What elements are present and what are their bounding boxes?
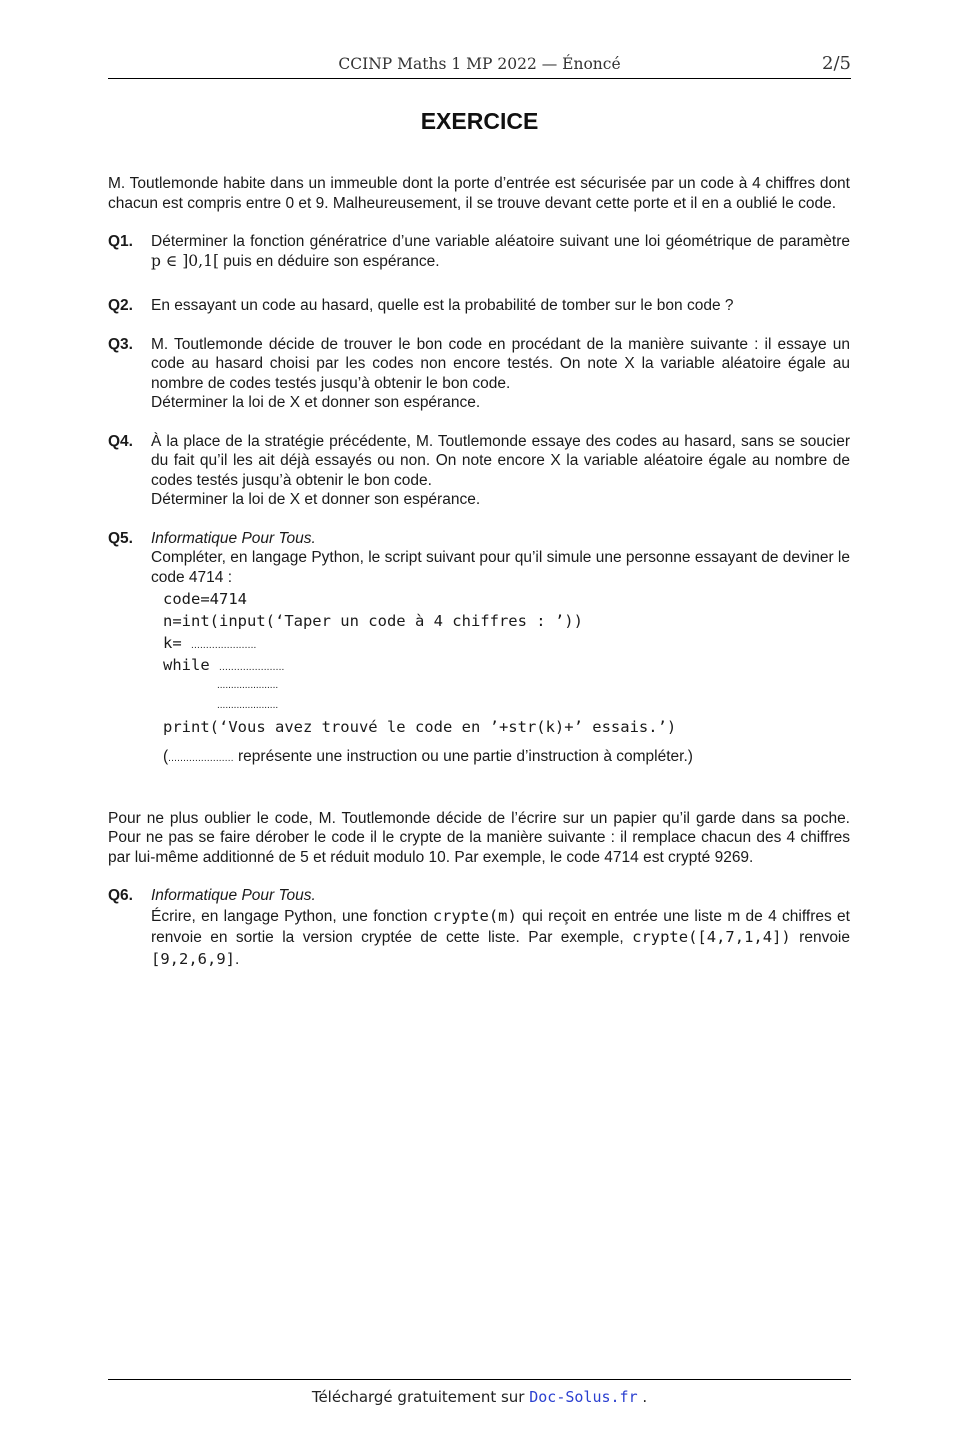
- question-text: [151, 906, 850, 971]
- blank-placeholder: ......................: [191, 640, 257, 651]
- code-text: while: [163, 656, 210, 674]
- question-q2: [108, 296, 850, 316]
- blank-placeholder: ......................: [168, 753, 234, 764]
- question-text: Déterminer la loi de X et donner son espérance.: [151, 394, 481, 411]
- placeholder-note: [151, 747, 850, 769]
- exercise-title: EXERCICE: [420, 108, 539, 134]
- inline-code: crypte(m): [432, 906, 517, 925]
- blank-placeholder: ......................: [217, 700, 279, 711]
- question-q3: [108, 335, 850, 413]
- footer-divider: [108, 1379, 851, 1380]
- question-text: puis en déduire son espérance.: [219, 252, 440, 270]
- question-subtitle: Informatique Pour Tous.: [151, 529, 316, 547]
- footer-suffix: .: [637, 1388, 648, 1406]
- note-text: représente une instruction ou une partie d’instruction à compléter.): [233, 748, 693, 765]
- blank-placeholder: ......................: [217, 680, 279, 691]
- blank-placeholder: ......................: [219, 662, 285, 673]
- text-span: Écrire, en langage Python, une fonction: [151, 907, 433, 925]
- text-span: qui reçoit en entrée une liste m de 4 chiffres et renvoie en sortie la version cryptée de cette liste. Par exemple,: [151, 907, 850, 946]
- text-span: renvoie: [790, 929, 850, 946]
- inline-code: [9,2,6,9]: [151, 949, 235, 968]
- header-title: CCINP Maths 1 MP 2022 — Énoncé: [338, 55, 621, 73]
- question-label: Q6.: [108, 887, 133, 904]
- code-line: [163, 654, 850, 676]
- footer-link[interactable]: Doc-Solus.fr: [529, 1388, 638, 1406]
- code-line: [163, 632, 850, 654]
- page-header: [108, 52, 851, 79]
- question-text: Déterminer la loi de X et donner son espérance.: [151, 491, 481, 508]
- question-q1: [108, 232, 850, 271]
- question-q5: [108, 529, 850, 769]
- question-text: À la place de la stratégie précédente, M. Toutlemonde essaye des codes au hasard, sans se soucier du fait qu’il les ait déjà essayés ou non. On note encore X la variable aléatoire égale au nombre de codes testés jusqu’à obtenir le bon code.: [151, 432, 850, 489]
- footer-text: Téléchargé gratuitement sur: [311, 1388, 530, 1406]
- question-label: Q3.: [108, 335, 133, 353]
- question-label: Q4.: [108, 432, 133, 450]
- text-span: .: [235, 950, 240, 968]
- main-content: [108, 174, 850, 970]
- inline-code: crypte([4,7,1,4]): [632, 928, 791, 946]
- note-open: (: [163, 748, 169, 765]
- question-text: En essayant un code au hasard, quelle est la probabilité de tomber sur le bon code ?: [151, 297, 734, 314]
- math-interval: p ∈ ]0,1[: [151, 251, 219, 270]
- crypt-paragraph: Pour ne plus oublier le code, M. Toutlemonde décide de l’écrire sur un papier qu’il garde dans sa poche. Pour ne pas se faire dérober le code il le crypte de la manière suivante : il remplace chacun des 4 chiffres par lui-même additionné de 5 et réduit modulo 10. Par exemple, le code 4714 est crypté 9269.: [108, 809, 850, 866]
- question-label: Q5.: [108, 529, 133, 547]
- question-q6: [108, 886, 850, 970]
- question-q4: [108, 432, 850, 510]
- code-line: n=int(input(‘Taper un code à 4 chiffres : ’)): [163, 612, 583, 630]
- code-line: print(‘Vous avez trouvé le code en ’+str(k)+’ essais.’): [163, 718, 677, 736]
- page-footer: [108, 1388, 851, 1406]
- page-number: 2/5: [822, 53, 851, 74]
- code-line: code=4714: [163, 590, 247, 608]
- question-text: Déterminer la fonction génératrice d’une variable aléatoire suivant une loi géométrique de paramètre: [151, 233, 850, 250]
- question-text: Compléter, en langage Python, le script suivant pour qu’il simule une personne essayant de deviner le code 4714 :: [151, 549, 850, 586]
- code-text: k=: [163, 634, 182, 652]
- question-label: Q1.: [108, 233, 133, 250]
- question-label: Q2.: [108, 297, 133, 314]
- intro-paragraph: M. Toutlemonde habite dans un immeuble dont la porte d’entrée est sécurisée par un code à 4 chiffres dont chacun est compris entre 0 et 9. Malheureusement, il se trouve devant cette porte et il en a oublié le code.: [108, 175, 850, 212]
- question-subtitle: Informatique Pour Tous.: [151, 887, 316, 904]
- code-block: [151, 588, 850, 738]
- question-text: M. Toutlemonde décide de trouver le bon code en procédant de la manière suivante : il essaye un code au hasard choisi par les codes non encore testés. On note X la variable aléatoire égale au nombre de codes testés jusqu’à obtenir le bon code.: [151, 335, 850, 392]
